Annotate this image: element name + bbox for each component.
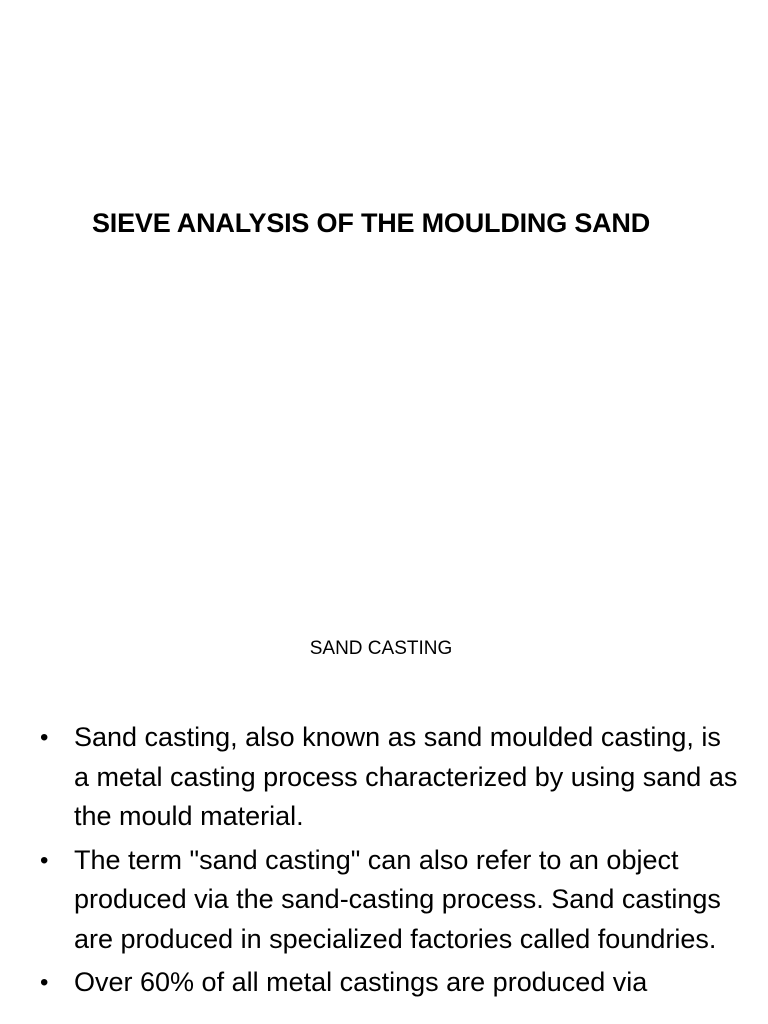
bullet-list [40, 718, 740, 1007]
bullet-dot-icon: • [40, 724, 49, 751]
slide-subtitle: SAND CASTING [309, 638, 453, 659]
bullet-text: Over 60% of all metal castings are produced via [74, 967, 648, 997]
bullet-item [40, 718, 740, 837]
slide-title: SIEVE ANALYSIS OF THE MOULDING SAND [91, 208, 651, 238]
bullet-text: The term "sand casting" can also refer to an object produced via the sand-casting process. Sand castings are produced in specialized factories called foundries. [74, 844, 721, 954]
bullet-dot-icon: • [40, 969, 49, 996]
bullet-item [40, 963, 740, 1003]
bullet-item [40, 841, 740, 960]
bullet-dot-icon: • [40, 846, 49, 874]
bullet-text: Sand casting, also known as sand moulded casting, is a metal casting process characterized by using sand as the mould material. [74, 722, 738, 831]
